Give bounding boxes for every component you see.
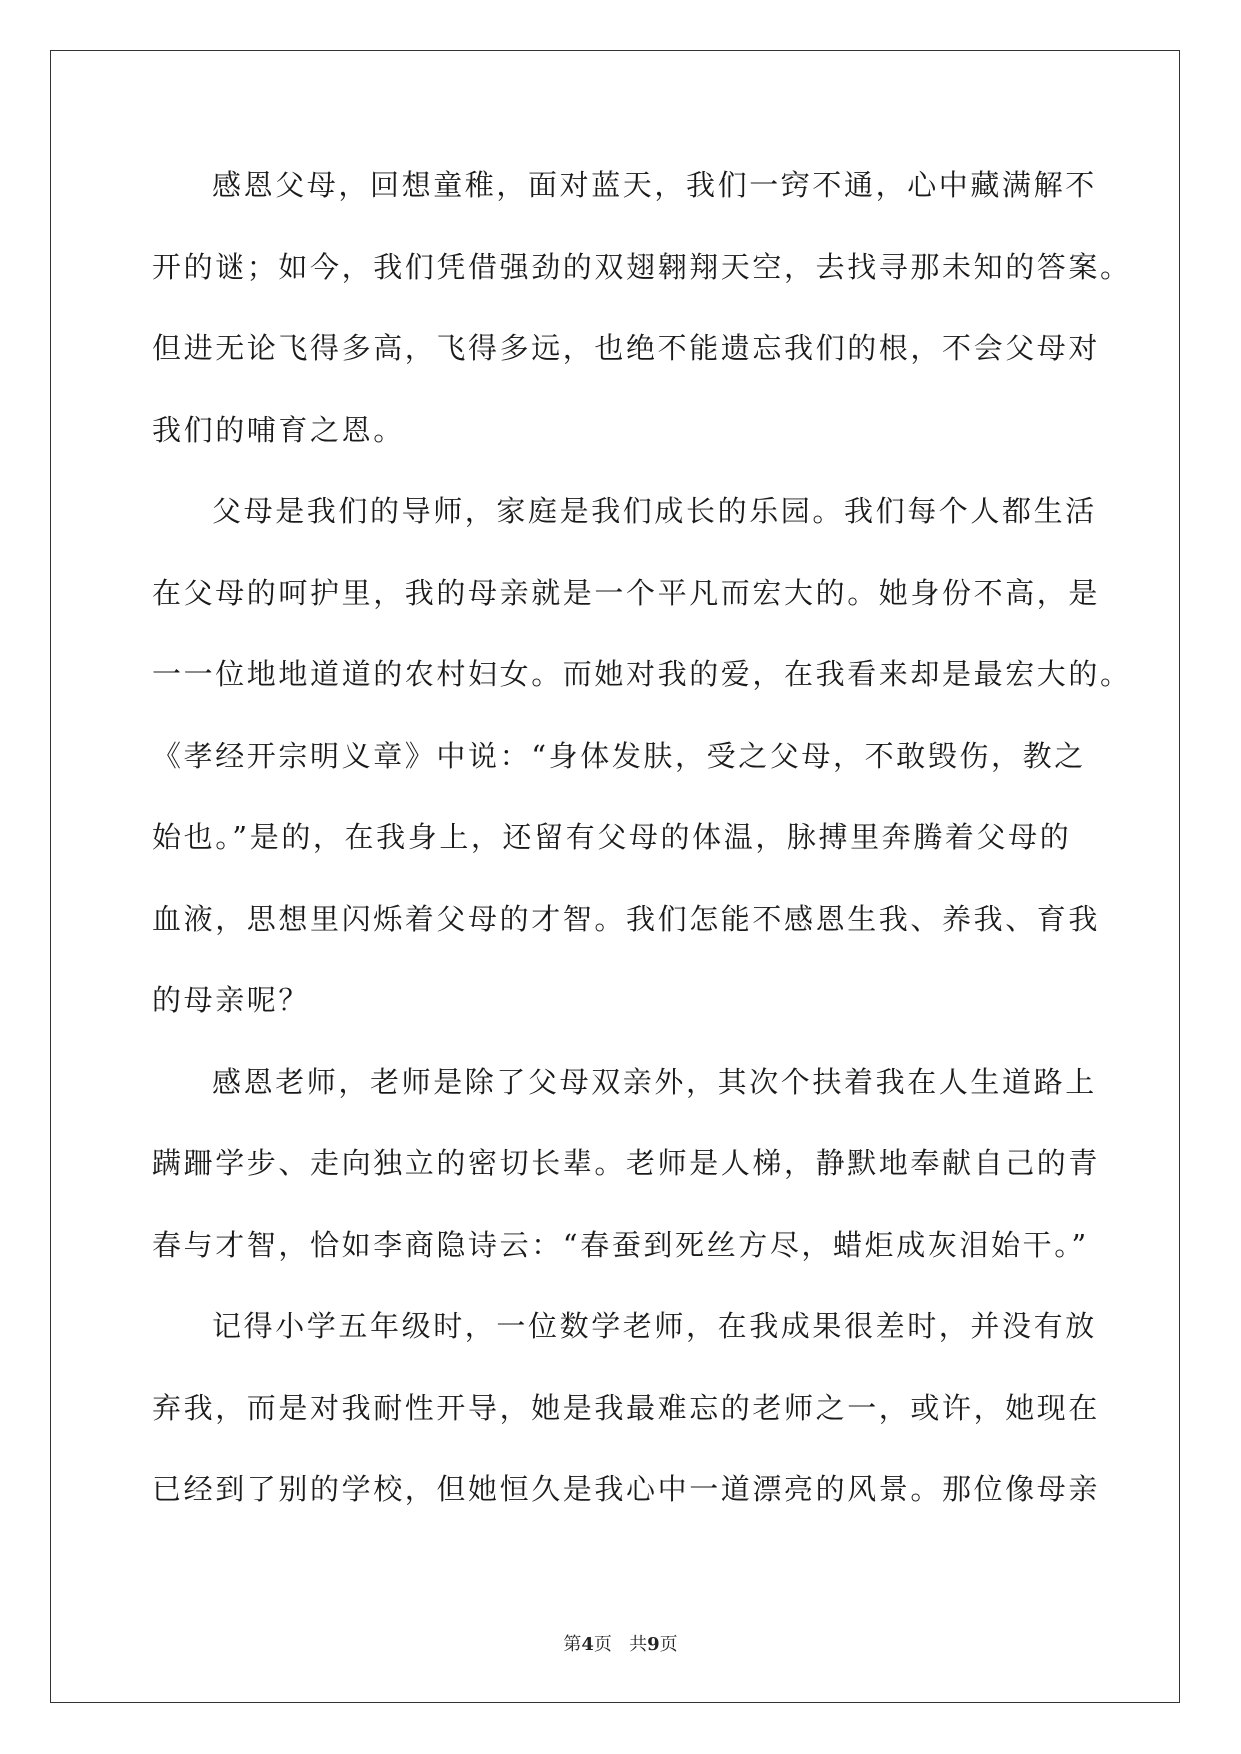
text-line: 的母亲呢？ [152, 983, 311, 1017]
text-line: 记得小学五年级时，一位数学老师，在我成果很差时，并没有放 [212, 1309, 1097, 1343]
total-label-prefix: 共 [629, 1634, 648, 1655]
page-label-suffix: 页 [593, 1634, 612, 1655]
text-line: 血液，思想里闪烁着父母的才智。我们怎能不感恩生我、养我、育我 [152, 901, 1101, 936]
total-page-count: 9 [647, 1634, 660, 1655]
text-line: 弃我，而是对我耐性开导，她是我最难忘的老师之一，或许，她现在 [152, 1390, 1101, 1425]
text-line: 一一位地地道道的农村妇女。而她对我的爱，在我看来却是最宏大的。 [152, 657, 1132, 691]
text-line: 始也。”是的，在我身上，还留有父母的体温，脉搏里奔腾着父母的 [152, 820, 1072, 854]
text-line: 感恩父母，回想童稚，面对蓝天，我们一窍不通，心中藏满解不 [212, 168, 1097, 202]
text-line: 我们的哺育之恩。 [152, 412, 405, 447]
text-line: 已经到了别的学校，但她恒久是我心中一道漂亮的风景。那位像母亲 [152, 1472, 1101, 1506]
total-label-suffix: 页 [659, 1634, 678, 1655]
text-line: 《孝经开宗明义章》中说：“身体发肤，受之父母，不敢毁伤，教之 [152, 738, 1086, 773]
document-body [152, 165, 1132, 1551]
page-label-prefix: 第 [563, 1634, 582, 1655]
text-line: 感恩老师，老师是除了父母双亲外，其次个扶着我在人生道路上 [212, 1064, 1097, 1099]
page-footer [0, 1634, 1241, 1656]
text-line: 开的谜；如今，我们凭借强劲的双翅翱翔天空，去找寻那未知的答案。 [152, 249, 1132, 284]
text-line: 父母是我们的导师，家庭是我们成长的乐园。我们每个人都生活 [212, 494, 1097, 528]
text-line: 在父母的呵护里，我的母亲就是一个平凡而宏大的。她身份不高，是 [152, 575, 1101, 610]
text-line: 但进无论飞得多高，飞得多远，也绝不能遗忘我们的根，不会父母对 [152, 331, 1101, 365]
text-line: 蹒跚学步、走向独立的密切长辈。老师是人梯，静默地奉献自己的青 [152, 1146, 1101, 1180]
current-page-number: 4 [581, 1634, 594, 1655]
text-line: 春与才智，恰如李商隐诗云：“春蚕到死丝方尽，蜡炬成灰泪始干。” [152, 1227, 1089, 1262]
